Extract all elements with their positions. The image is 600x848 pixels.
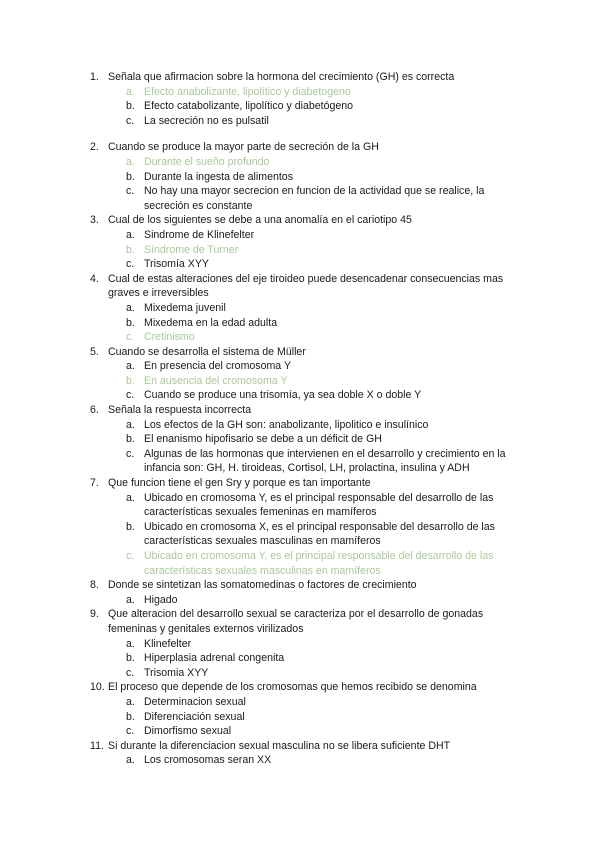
option-letter: a.	[126, 637, 135, 650]
option-text: Durante la ingesta de alimentos	[144, 170, 293, 183]
question-item	[0, 213, 600, 271]
option-letter: a.	[126, 360, 135, 373]
question-text: Que alteracion del desarrollo sexual se caracteriza por el desarrollo de gonadas femeninas y genitales externos virilizados	[108, 608, 484, 635]
option-text: Mixedema en la edad adulta	[144, 316, 278, 329]
option-letter: c.	[126, 331, 135, 344]
question-number: 9.	[90, 608, 99, 621]
question-item	[0, 607, 600, 680]
option-letter: a.	[126, 228, 135, 241]
option-list	[108, 695, 530, 739]
option-letter: c.	[126, 550, 135, 562]
option-list	[108, 753, 530, 768]
option-item	[0, 447, 530, 476]
option-item	[0, 359, 530, 374]
option-list	[108, 155, 530, 213]
question-number: 7.	[90, 477, 99, 490]
option-list	[108, 85, 530, 129]
question-item	[0, 476, 600, 578]
question-item	[0, 739, 600, 768]
question-item	[0, 140, 600, 213]
option-item	[0, 432, 530, 447]
question-number: 10.	[90, 681, 105, 694]
option-item-correct	[0, 243, 530, 258]
option-letter: b.	[126, 433, 135, 446]
question-text: Cual de estas alteraciones del eje tiroideo puede desencadenar consecuencias mas graves e irreversibles	[108, 272, 504, 300]
option-letter: a.	[126, 754, 135, 767]
option-list	[108, 418, 530, 476]
option-item	[0, 184, 530, 213]
question-item	[0, 272, 600, 345]
spacer	[0, 128, 600, 140]
option-text: Ubicado en cromosoma X, es el principal responsable del desarrollo de las características sexuales masculinas en mamíferos	[144, 520, 495, 548]
option-letter: c.	[126, 258, 135, 271]
option-letter: a.	[126, 85, 135, 98]
option-item	[0, 651, 530, 666]
question-number: 8.	[90, 579, 99, 592]
option-text: Síndrome de Turner	[144, 243, 239, 256]
option-text: Diferenciación sexual	[144, 710, 245, 723]
question-number: 1.	[90, 71, 99, 83]
option-item	[0, 520, 530, 549]
question-text: Cuando se desarrolla el sistema de Müller	[108, 345, 306, 358]
option-text: Hiperplasia adrenal congenita	[144, 652, 285, 665]
option-text: Los cromosomas seran XX	[144, 754, 272, 767]
option-letter: a.	[126, 301, 135, 314]
option-text: Efecto anabolizante, lipolítico y diabetogeno	[144, 85, 351, 98]
question-text: Señala que afirmacion sobre la hormona del crecimiento (GH) es correcta	[108, 71, 455, 83]
option-item-correct	[0, 549, 530, 578]
option-letter: a.	[126, 418, 135, 431]
question-number: 11.	[90, 739, 104, 752]
option-text: Klinefelter	[144, 637, 192, 650]
option-text: Efecto catabolizante, lipolítico y diabetógeno	[144, 100, 354, 113]
option-item	[0, 695, 530, 710]
option-letter: c.	[126, 389, 135, 402]
option-text: Ubicado en cromosoma Y, es el principal responsable del desarrollo de las características sexuales femeninas en mamíferos	[144, 491, 494, 519]
option-item	[0, 637, 530, 652]
option-item-correct	[0, 155, 530, 170]
option-letter: b.	[126, 710, 135, 723]
option-text: Trisomía XYY	[144, 258, 209, 271]
option-letter: a.	[126, 155, 135, 168]
option-text: Los efectos de la GH son: anabolizante, lipolitico e insulínico	[144, 418, 429, 431]
option-text: En presencia del cromosoma Y	[144, 360, 292, 373]
option-letter: b.	[126, 243, 135, 256]
question-number: 2.	[90, 141, 99, 154]
option-letter: b.	[126, 520, 135, 533]
question-number: 5.	[90, 345, 99, 358]
option-text: Sindrome de Klinefelter	[144, 228, 255, 241]
option-text: Ubicado en cromosoma Y, es el principal responsable del desarrollo de las características sexuales masculinas en mamíferos	[144, 550, 494, 577]
option-list	[108, 301, 530, 345]
option-list	[108, 593, 530, 608]
option-list	[108, 359, 530, 403]
option-item	[0, 301, 530, 316]
option-letter: a.	[126, 695, 135, 708]
option-item	[0, 170, 530, 185]
option-text: No hay una mayor secrecion en funcion de la actividad que se realice, la secreción es constante	[144, 185, 485, 212]
question-text: El proceso que depende de los cromosomas que hemos recibido se denomina	[108, 681, 477, 694]
option-letter: c.	[126, 447, 135, 460]
question-item	[0, 578, 600, 607]
option-item	[0, 316, 530, 331]
option-text: Algunas de las hormonas que intervienen en el desarrollo y crecimiento en la infancia son: GH, H. tiroideas, Cortisol, LH, prolactina, insulina y ADH	[144, 447, 506, 475]
question-text: Señala la respuesta incorrecta	[108, 404, 252, 417]
option-text: Higado	[144, 593, 178, 606]
option-text: En ausencia del cromosoma Y	[144, 374, 288, 387]
option-text: Trisomia XYY	[144, 666, 209, 679]
option-text: Cuando se produce una trisomía, ya sea doble X o doble Y	[144, 389, 422, 402]
option-item	[0, 753, 530, 768]
option-item	[0, 257, 530, 272]
option-letter: a.	[126, 593, 135, 606]
option-item	[0, 666, 530, 681]
option-text: Mixedema juvenil	[144, 301, 226, 314]
option-text: Dimorfismo sexual	[144, 725, 232, 738]
question-item	[0, 345, 600, 403]
option-letter: c.	[126, 185, 135, 198]
question-text: Cuando se produce la mayor parte de secreción de la GH	[108, 141, 379, 154]
option-letter: b.	[126, 316, 135, 329]
question-text: Que funcion tiene el gen Sry y porque es tan importante	[108, 477, 371, 490]
question-item	[0, 680, 600, 738]
option-list	[108, 637, 530, 681]
option-letter: b.	[126, 652, 135, 665]
option-text: Determinacion sexual	[144, 695, 246, 708]
option-item	[0, 418, 530, 433]
option-item	[0, 491, 530, 520]
option-item-correct	[0, 330, 530, 345]
option-item-correct	[0, 85, 530, 100]
option-item	[0, 99, 530, 114]
question-list	[0, 70, 600, 768]
question-item	[0, 70, 600, 128]
question-text: Si durante la diferenciacion sexual masculina no se libera suficiente DHT	[108, 739, 451, 752]
option-letter: b.	[126, 170, 135, 183]
option-letter: b.	[126, 374, 135, 387]
option-letter: c.	[126, 725, 135, 738]
option-item	[0, 228, 530, 243]
option-text: Cretinismo	[144, 331, 195, 344]
question-item	[0, 403, 600, 476]
option-letter: c.	[126, 666, 135, 679]
option-letter: b.	[126, 100, 135, 113]
option-item	[0, 388, 530, 403]
option-text: El enanismo hipofisario se debe a un déficit de GH	[144, 433, 382, 446]
question-number: 3.	[90, 214, 99, 227]
option-item	[0, 710, 530, 725]
option-item	[0, 724, 530, 739]
option-list	[108, 491, 530, 579]
option-item	[0, 114, 530, 129]
question-number: 6.	[90, 404, 99, 417]
option-letter: a.	[126, 491, 135, 504]
question-text: Donde se sintetizan las somatomedinas o factores de crecimiento	[108, 579, 417, 592]
option-list	[108, 228, 530, 272]
option-letter: c.	[126, 114, 135, 127]
option-item-correct	[0, 374, 530, 389]
question-text: Cual de los siguientes se debe a una anomalía en el cariotipo 45	[108, 214, 412, 227]
question-number: 4.	[90, 272, 99, 285]
option-text: Durante el sueño profundo	[144, 155, 270, 168]
option-item	[0, 593, 530, 608]
option-text: La secreción no es pulsatil	[144, 114, 269, 127]
